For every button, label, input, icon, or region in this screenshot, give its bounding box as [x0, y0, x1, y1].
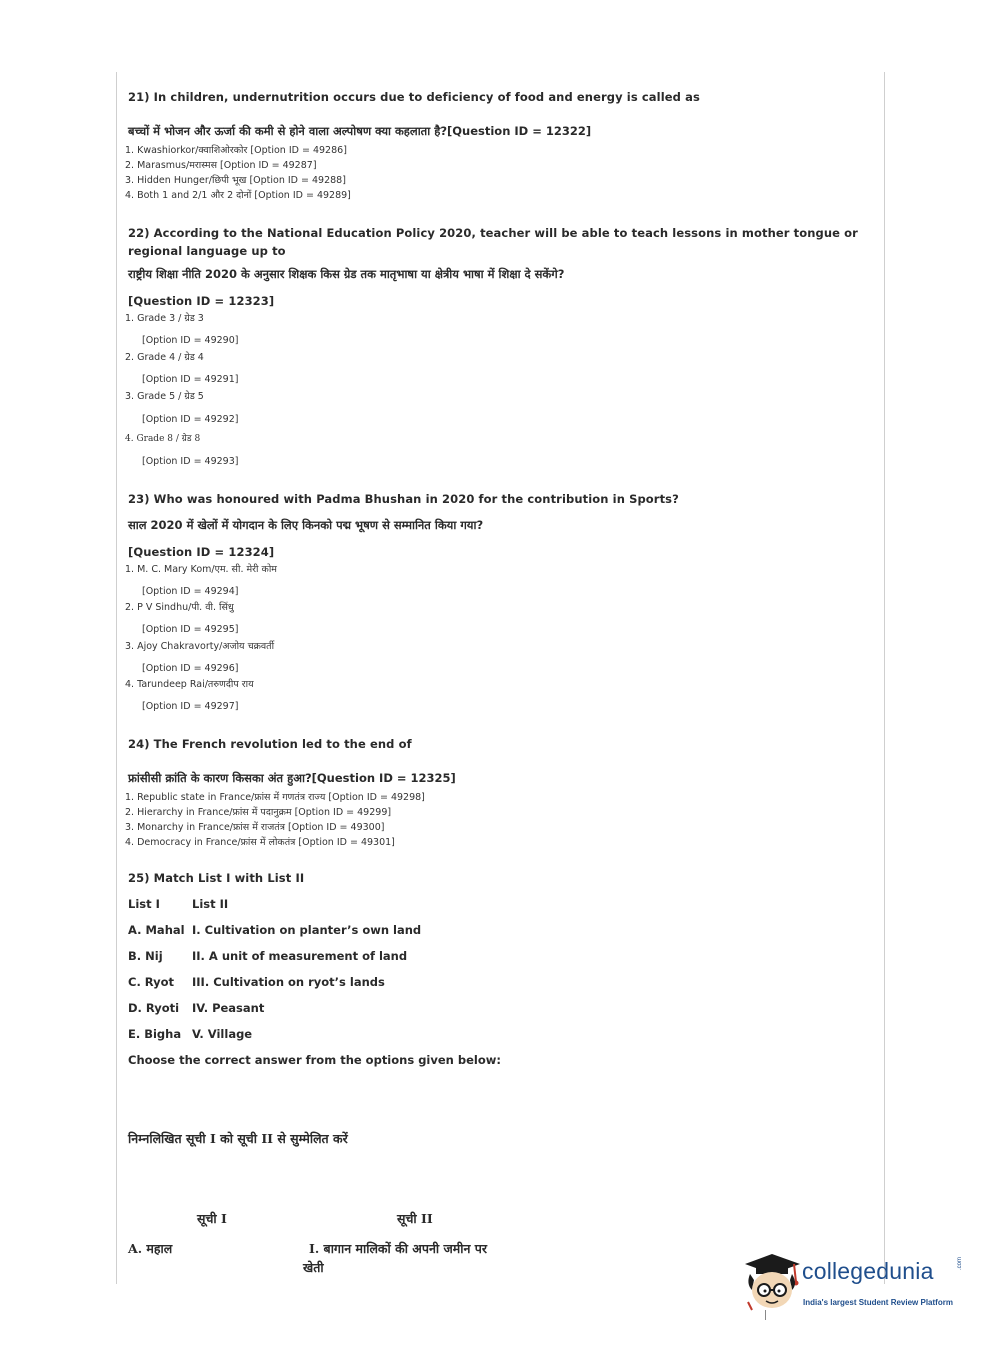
list1-header: List I — [128, 897, 160, 911]
q22-question-id: [Question ID = 12323] — [128, 294, 275, 308]
list2-item-2: II. A unit of measurement of land — [192, 949, 408, 963]
hindi-row-i-line1: I. बागान मालिकों की अपनी जमीन पर — [309, 1241, 487, 1256]
q22-option-1-id: [Option ID = 49290] — [142, 335, 239, 346]
list2-item-1: I. Cultivation on planter’s own land — [192, 923, 422, 937]
q21-hindi: बच्चों में भोजन और ऊर्जा की कमी से होने वाला अल्पोषण क्या कहलाता है?[Question ID = 12322] — [128, 124, 592, 138]
q22-option-2: 2. Grade 4 / ग्रेड 4 — [125, 352, 204, 363]
right-margin-line — [884, 72, 885, 1284]
q21-option-1: 1. Kwashiorkor/क्वाशिओरकोर [Option ID = 49286] — [125, 145, 347, 156]
hindi-list1-header: सूची I — [197, 1211, 227, 1226]
q23-option-2: 2. P V Sindhu/पी. वी. सिंधु — [125, 602, 234, 613]
q22-text: 22) According to the National Education Policy 2020, teacher will be able to teach lessons in mother tongue or regional language up to — [128, 226, 858, 258]
q22-option-4-id: [Option ID = 49293] — [142, 456, 239, 467]
hindi-list2-header: सूची II — [397, 1211, 433, 1226]
q23-hindi: साल 2020 में खेलों में योगदान के लिए किनको पद्म भूषण से सम्मानित किया गया? — [128, 518, 484, 532]
q24-option-1: 1. Republic state in France/फ्रांस में गणतंत्र राज्य [Option ID = 49298] — [125, 792, 425, 803]
q22-hindi: राष्ट्रीय शिक्षा नीति 2020 के अनुसार शिक्षक किस ग्रेड तक मातृभाषा या क्षेत्रीय भाषा में शिक्षा दे सकेंगे? — [128, 267, 565, 281]
q22-option-1: 1. Grade 3 / ग्रेड 3 — [125, 313, 204, 324]
q22-option-3-id: [Option ID = 49292] — [142, 414, 239, 425]
q23-question-id: [Question ID = 12324] — [128, 545, 275, 559]
q23-option-3: 3. Ajoy Chakravorty/अजोय चक्रवर्ती — [125, 641, 275, 652]
hindi-row-a: A. महाल — [128, 1241, 173, 1256]
list1-item-e: E. Bigha — [128, 1027, 182, 1041]
q22-option-3: 3. Grade 5 / ग्रेड 5 — [125, 391, 204, 402]
q21-option-3: 3. Hidden Hunger/छिपी भूख [Option ID = 49288] — [125, 175, 346, 186]
q24-option-3: 3. Monarchy in France/फ्रांस में राजतंत्र [Option ID = 49300] — [125, 822, 385, 833]
list1-item-b: B. Nij — [128, 949, 163, 963]
list1-item-d: D. Ryoti — [128, 1001, 180, 1015]
logo-wordmark: collegedunia — [802, 1258, 934, 1284]
q24-text: 24) The French revolution led to the end of — [128, 737, 412, 751]
logo-tagline: India's largest Student Review Platform — [803, 1298, 953, 1307]
q23-option-4-id: [Option ID = 49297] — [142, 701, 239, 712]
q21-option-2: 2. Marasmus/मरास्मस [Option ID = 49287] — [125, 160, 317, 171]
q23-text: 23) Who was honoured with Padma Bhushan in 2020 for the contribution in Sports? — [128, 492, 679, 506]
list2-item-3: III. Cultivation on ryot’s lands — [192, 975, 385, 989]
list1-item-a: A. Mahal — [128, 923, 185, 937]
logo-domain: .com — [957, 1256, 963, 1270]
q23-option-1-id: [Option ID = 49294] — [142, 586, 239, 597]
q23-option-2-id: [Option ID = 49295] — [142, 624, 239, 635]
q23-option-1: 1. M. C. Mary Kom/एम. सी. मेरी कोम — [125, 564, 277, 575]
choose-instruction: Choose the correct answer from the options given below: — [128, 1053, 501, 1067]
list2-header: List II — [192, 897, 229, 911]
q23-option-4: 4. Tarundeep Rai/तरुणदीप राय — [125, 679, 254, 690]
q24-option-4: 4. Democracy in France/फ्रांस में लोकतंत्र [Option ID = 49301] — [125, 837, 395, 848]
q25-text: 25) Match List I with List II — [128, 871, 305, 885]
q21-option-4: 4. Both 1 and 2/1 और 2 दोनों [Option ID = 49289] — [125, 190, 351, 201]
q21-text: 21) In children, undernutrition occurs due to deficiency of food and energy is called as — [128, 90, 700, 104]
q22-option-4: 4. Grade 8 / ग्रेड 8 — [125, 434, 201, 444]
q24-hindi: फ्रांसीसी क्रांति के कारण किसका अंत हुआ?[Question ID = 12325] — [128, 771, 456, 785]
q25-hindi-title: निम्नलिखित सूची I को सूची II से सुम्मेलित करें — [128, 1131, 348, 1146]
list2-item-5: V. Village — [192, 1027, 253, 1041]
q24-option-2: 2. Hierarchy in France/फ्रांस में पदानुक्रम [Option ID = 49299] — [125, 807, 392, 818]
list1-item-c: C. Ryot — [128, 975, 175, 989]
q22-option-2-id: [Option ID = 49291] — [142, 374, 239, 385]
q23-option-3-id: [Option ID = 49296] — [142, 663, 239, 674]
list2-item-4: IV. Peasant — [192, 1001, 265, 1015]
hindi-row-i-line2: खेती — [303, 1260, 324, 1275]
left-margin-line — [116, 72, 117, 1284]
